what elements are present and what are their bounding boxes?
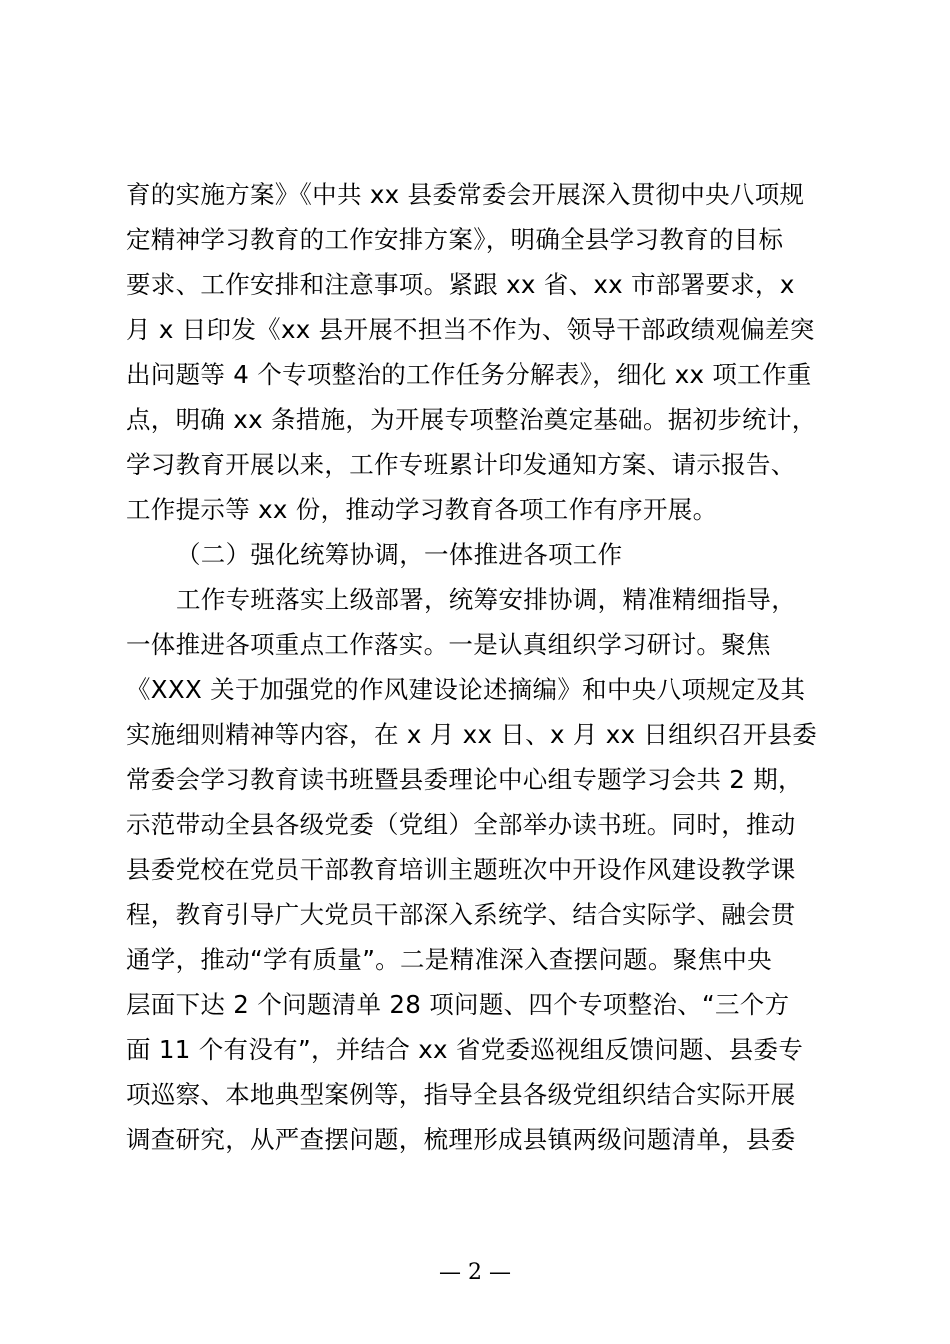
text-line: 《XXX 关于加强党的作风建设论述摘编》和中央八项规定及其 <box>126 675 806 704</box>
text-line: 月 x 日印发《xx 县开展不担当不作为、领导干部政绩观偏差突 <box>126 315 815 344</box>
text-line: 程，教育引导广大党员干部深入系统学、结合实际学、融会贯 <box>126 900 796 929</box>
text-line: 层面下达 2 个问题清单 28 项问题、四个专项整治、“三个方 <box>126 990 790 1019</box>
text-line: 定精神学习教育的工作安排方案》，明确全县学习教育的目标 <box>126 225 784 254</box>
text-line: 实施细则精神等内容，在 x 月 xx 日、x 月 xx 日组织召开县委 <box>126 720 818 749</box>
text-line: 学习教育开展以来，工作专班累计印发通知方案、请示报告、 <box>126 450 796 479</box>
text-line: 常委会学习教育读书班暨县委理论中心组专题学习会共 2 期， <box>126 765 803 794</box>
text-line: 要求、工作安排和注意事项。紧跟 xx 省、xx 市部署要求，x <box>126 270 795 299</box>
text-line: 工作专班落实上级部署，统筹安排协调，精准精细指导， <box>176 585 796 614</box>
text-line: 育的实施方案》《中共 xx 县委常委会开展深入贯彻中央八项规 <box>126 180 805 209</box>
text-line: 示范带动全县各级党委（党组）全部举办读书班。同时，推动 <box>126 810 796 839</box>
text-line: 调查研究，从严查摆问题，梳理形成县镇两级问题清单，县委 <box>126 1125 796 1154</box>
text-line: 工作提示等 xx 份，推动学习教育各项工作有序开展。 <box>126 495 718 524</box>
text-line: 面 11 个有没有”，并结合 xx 省党委巡视组反馈问题、县委专 <box>126 1035 804 1064</box>
page-number: — 2 — <box>439 1260 511 1285</box>
text-line: 一体推进各项重点工作落实。一是认真组织学习研讨。聚焦 <box>126 630 771 659</box>
section-heading: （二）强化统筹协调，一体推进各项工作 <box>176 540 623 569</box>
text-line: 项巡察、本地典型案例等，指导全县各级党组织结合实际开展 <box>126 1080 796 1109</box>
text-line: 通学，推动“学有质量”。二是精准深入查摆问题。聚焦中央 <box>126 945 772 974</box>
document-body <box>126 172 838 1162</box>
text-line: 出问题等 4 个专项整治的工作任务分解表》，细化 xx 项工作重 <box>126 360 812 389</box>
text-line: 点，明确 xx 条措施，为开展专项整治奠定基础。据初步统计， <box>126 405 817 434</box>
text-line: 县委党校在党员干部教育培训主题班次中开设作风建设教学课 <box>126 855 796 884</box>
